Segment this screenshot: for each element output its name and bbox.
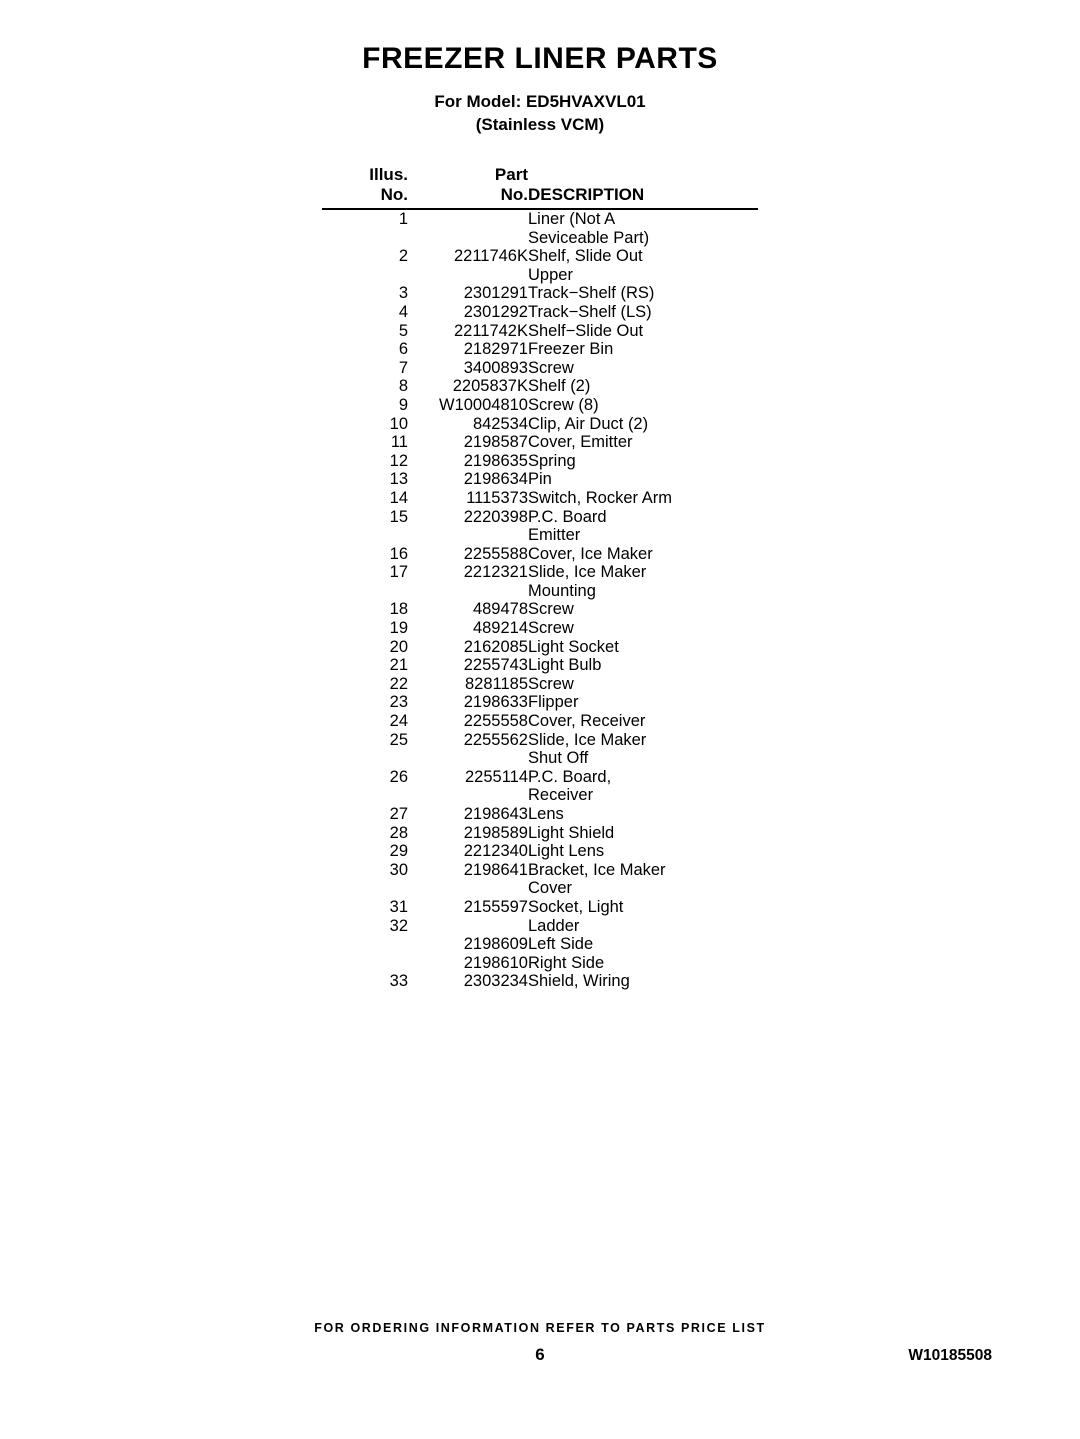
cell-description: Screw: [528, 674, 574, 693]
cell-part-no: 2155597: [463, 897, 528, 916]
table-row: [322, 712, 758, 731]
table-row: [322, 768, 758, 787]
cell-description: Light Lens: [528, 842, 605, 861]
cell-illus-no: 9: [398, 395, 408, 414]
table-row: [322, 322, 758, 341]
cell-description: Ladder: [528, 916, 580, 935]
cell-illus-no: 22: [389, 674, 408, 693]
cell-illus-no: 30: [389, 860, 408, 879]
page-title: FREEZER LINER PARTS: [362, 42, 718, 75]
cell-illus-no: 13: [389, 470, 408, 489]
cell-illus-no: 16: [389, 544, 408, 563]
table-row: [322, 377, 758, 396]
cell-part-no: 2198609: [463, 935, 528, 954]
cell-description: Pin: [528, 470, 552, 489]
cell-illus-no: [322, 954, 408, 973]
cell-description: Light Shield: [528, 823, 615, 842]
header-part-line1: Part: [494, 165, 528, 184]
table-row: [322, 935, 758, 954]
cell-description: Receiver: [528, 786, 594, 805]
table-row: [322, 209, 758, 229]
cell-part-no: 8281185: [464, 674, 528, 693]
cell-illus-no: [322, 582, 408, 601]
table-row: [322, 824, 758, 843]
parts-table-wrapper: [0, 165, 1080, 991]
cell-description: Slide, Ice Maker: [528, 730, 647, 749]
cell-illus-no: 27: [389, 805, 408, 823]
table-row: [322, 433, 758, 452]
cell-description: Shelf (2): [528, 377, 591, 396]
cell-illus-no: 23: [389, 693, 408, 712]
cell-part-no: [408, 749, 528, 768]
cell-illus-no: 18: [389, 600, 408, 619]
cell-description: Spring: [528, 451, 576, 470]
cell-illus-no: 5: [398, 321, 408, 340]
cell-part-no: 2205837K: [452, 377, 528, 396]
cell-description: P.C. Board,: [528, 767, 612, 786]
cell-part-no: 489214: [472, 619, 528, 638]
table-row: [322, 879, 758, 898]
cell-part-no: 2255114: [464, 767, 528, 786]
cell-description: Flipper: [528, 693, 579, 712]
cell-part-no: 2255743: [463, 656, 528, 675]
cell-part-no: 1115373: [466, 488, 528, 507]
table-row: [322, 656, 758, 675]
cell-description: Cover, Receiver: [528, 712, 646, 731]
table-row: [322, 452, 758, 471]
cell-description: Bracket, Ice Maker: [528, 860, 666, 879]
cell-description: Cover, Emitter: [528, 433, 633, 452]
cell-part-no: 2198634: [463, 470, 528, 489]
cell-part-no: W10004810: [439, 395, 528, 414]
cell-description: Light Bulb: [528, 656, 602, 675]
table-row: [322, 415, 758, 434]
table-row: [322, 229, 758, 248]
cell-description: P.C. Board: [528, 507, 607, 526]
cell-description: Slide, Ice Maker: [528, 563, 647, 582]
cell-part-no: [408, 786, 528, 805]
cell-description: Shield, Wiring: [528, 972, 630, 991]
cell-description: Socket, Light: [528, 897, 624, 916]
cell-illus-no: 8: [398, 377, 408, 396]
cell-description: Freezer Bin: [528, 340, 614, 359]
cell-part-no: 2198587: [463, 433, 528, 452]
cell-illus-no: [322, 526, 408, 545]
table-row: [322, 470, 758, 489]
cell-illus-no: 29: [389, 842, 408, 861]
cell-part-no: [408, 917, 528, 936]
cell-description: Track−Shelf (RS): [528, 284, 655, 303]
cell-description: Clip, Air Duct (2): [528, 414, 649, 433]
cell-illus-no: 4: [398, 302, 408, 321]
cell-illus-no: 15: [389, 507, 408, 526]
parts-list-page: [0, 42, 1080, 1439]
cell-part-no: 2211746K: [453, 247, 528, 266]
cell-illus-no: 7: [398, 358, 408, 377]
table-row: [322, 619, 758, 638]
cell-part-no: [408, 526, 528, 545]
table-row: [322, 693, 758, 712]
cell-description: Emitter: [528, 526, 581, 545]
cell-illus-no: 20: [389, 637, 408, 656]
cell-illus-no: 21: [389, 656, 408, 675]
parts-table-body: [322, 165, 758, 209]
cell-part-no: 2211742K: [453, 321, 528, 340]
cell-part-no: 2162085: [463, 637, 528, 656]
cell-part-no: 2301292: [463, 302, 528, 321]
table-row: [322, 972, 758, 991]
table-row: [322, 898, 758, 917]
table-row: [322, 786, 758, 805]
cell-illus-no: [322, 879, 408, 898]
model-line: For Model: ED5HVAXVL01: [434, 92, 646, 111]
cell-illus-no: 32: [389, 916, 408, 935]
cell-part-no: [408, 879, 528, 898]
cell-part-no: 2212321: [463, 563, 528, 582]
cell-illus-no: 26: [389, 767, 408, 786]
cell-illus-no: 25: [389, 730, 408, 749]
cell-description: Screw (8): [528, 395, 599, 414]
table-row: [322, 508, 758, 527]
parts-table: [322, 165, 758, 991]
footer-note: FOR ORDERING INFORMATION REFER TO PARTS PRICE LIST: [314, 1321, 766, 1335]
table-row: [322, 582, 758, 601]
table-row: [322, 489, 758, 508]
cell-part-no: 2198641: [463, 860, 528, 879]
header-description: DESCRIPTION: [528, 185, 645, 204]
cell-description: Shut Off: [528, 749, 589, 768]
table-row: [322, 842, 758, 861]
table-row: [322, 917, 758, 936]
cell-part-no: 2198589: [463, 823, 528, 842]
table-header-row-2: [322, 185, 758, 205]
cell-part-no: 2212340: [463, 842, 528, 861]
cell-illus-no: 2: [398, 247, 408, 266]
cell-part-no: 489478: [472, 600, 528, 619]
page-number: 6: [535, 1345, 545, 1364]
cell-part-no: [408, 209, 528, 229]
parts-rows-body: [322, 209, 758, 991]
table-header-row-1: [322, 165, 758, 185]
header-illus-line1: Illus.: [369, 165, 408, 184]
document-code: W10185508: [908, 1347, 992, 1364]
cell-description: Seviceable Part): [528, 228, 650, 247]
cell-description: Left Side: [528, 935, 594, 954]
cell-description: Shelf−Slide Out: [528, 321, 644, 340]
cell-description: Screw: [528, 619, 574, 638]
cell-description: Light Socket: [528, 637, 619, 656]
cell-description: Screw: [528, 600, 574, 619]
cell-description: Cover: [528, 879, 573, 898]
cell-illus-no: 19: [389, 619, 408, 638]
cell-part-no: 2220398: [463, 507, 528, 526]
table-row: [322, 396, 758, 415]
table-row: [322, 266, 758, 285]
cell-description: Upper: [528, 265, 573, 284]
cell-illus-no: 12: [389, 451, 408, 470]
cell-description: Screw: [528, 358, 574, 377]
cell-description: Track−Shelf (LS): [528, 302, 652, 321]
cell-illus-no: 1: [398, 210, 408, 228]
cell-illus-no: 3: [398, 284, 408, 303]
table-row: [322, 731, 758, 750]
cell-illus-no: 6: [398, 340, 408, 359]
table-row: [322, 749, 758, 768]
cell-part-no: 2182971: [463, 340, 528, 359]
cell-illus-no: 33: [389, 972, 408, 991]
cell-part-no: 2198633: [463, 693, 528, 712]
variant-line: (Stainless VCM): [475, 115, 605, 134]
table-row: [322, 638, 758, 657]
header-part-line2: No.: [500, 185, 528, 204]
table-row: [322, 805, 758, 824]
table-row: [322, 675, 758, 694]
cell-part-no: 2255558: [463, 712, 528, 731]
header-desc-spacer: [528, 165, 758, 185]
cell-part-no: 2198635: [463, 451, 528, 470]
cell-illus-no: 28: [389, 823, 408, 842]
cell-part-no: 2303234: [463, 972, 528, 991]
table-row: [322, 954, 758, 973]
cell-description: Mounting: [528, 581, 596, 600]
cell-part-no: 2301291: [463, 284, 528, 303]
cell-illus-no: 17: [389, 563, 408, 582]
cell-illus-no: [322, 266, 408, 285]
cell-illus-no: 24: [389, 712, 408, 731]
table-row: [322, 526, 758, 545]
table-row: [322, 284, 758, 303]
cell-part-no: [408, 582, 528, 601]
cell-illus-no: [322, 786, 408, 805]
table-row: [322, 545, 758, 564]
cell-part-no: 2198610: [463, 953, 528, 972]
cell-illus-no: 14: [389, 488, 408, 507]
cell-illus-no: [322, 935, 408, 954]
cell-description: Lens: [528, 805, 564, 823]
table-row: [322, 563, 758, 582]
cell-description: Liner (Not A: [528, 210, 616, 228]
cell-part-no: 842534: [472, 414, 528, 433]
cell-illus-no: 10: [389, 414, 408, 433]
header-illus-line2: No.: [380, 185, 408, 204]
cell-part-no: [408, 229, 528, 248]
table-row: [322, 340, 758, 359]
cell-part-no: 3400893: [463, 358, 528, 377]
table-row: [322, 861, 758, 880]
table-row: [322, 303, 758, 322]
table-row: [322, 359, 758, 378]
cell-part-no: 2255562: [463, 730, 528, 749]
cell-illus-no: 31: [389, 897, 408, 916]
cell-illus-no: [322, 749, 408, 768]
cell-illus-no: 11: [390, 433, 408, 452]
cell-description: Shelf, Slide Out: [528, 247, 643, 266]
table-row: [322, 600, 758, 619]
cell-part-no: 2255588: [463, 544, 528, 563]
cell-illus-no: [322, 229, 408, 248]
cell-part-no: 2198643: [463, 805, 528, 823]
table-row: [322, 247, 758, 266]
cell-part-no: [408, 266, 528, 285]
cell-description: Right Side: [528, 953, 605, 972]
cell-description: Cover, Ice Maker: [528, 544, 653, 563]
cell-description: Switch, Rocker Arm: [528, 488, 672, 507]
